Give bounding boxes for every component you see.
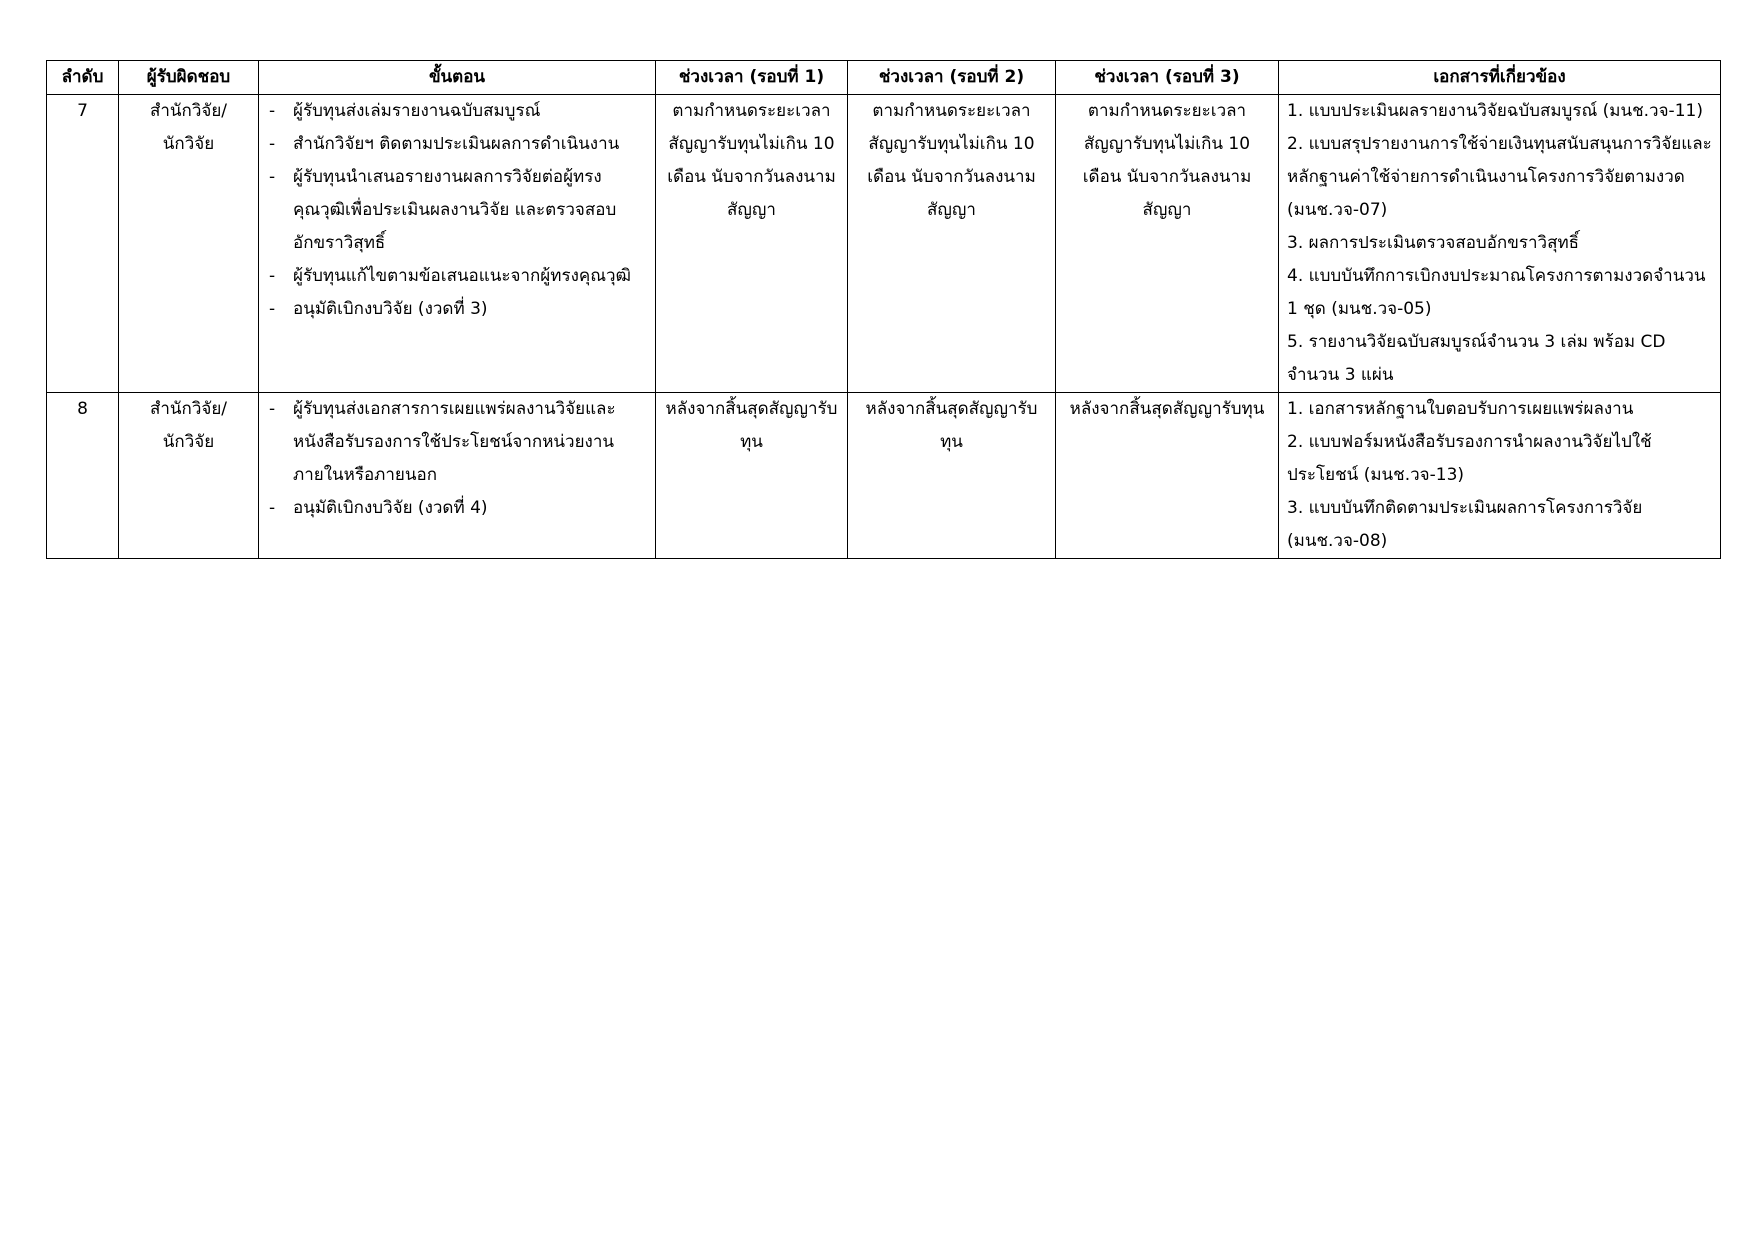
document-list (1287, 95, 1712, 392)
step-list (267, 393, 647, 525)
step-item: - อนุมัติเบิกงบวิจัย (งวดที่ 3) (267, 293, 647, 326)
row-period-3: หลังจากสิ้นสุดสัญญารับทุน (1056, 393, 1279, 559)
document-item: 2. แบบฟอร์มหนังสือรับรองการนำผลงานวิจัยไปใช้ประโยชน์ (มนช.วจ-13) (1287, 432, 1652, 485)
table-row (47, 95, 1721, 393)
row-period-1: ตามกำหนดระยะเวลาสัญญารับทุนไม่เกิน 10 เดือน นับจากวันลงนามสัญญา (656, 95, 848, 393)
header-responsible: ผู้รับผิดชอบ (119, 61, 259, 95)
document-item: 3. ผลการประเมินตรวจสอบอักขราวิสุทธิ์ (1287, 233, 1580, 253)
document-item: 4. แบบบันทึกการเบิกงบประมาณโครงการตามงวดจำนวน 1 ชุด (มนช.วจ-05) (1287, 266, 1706, 319)
document-item: 1. แบบประเมินผลรายงานวิจัยฉบับสมบูรณ์ (มนช.วจ-11) (1287, 101, 1703, 121)
step-item: - ผู้รับทุนส่งเอกสารการเผยแพร่ผลงานวิจัยและหนังสือรับรองการใช้ประโยชน์จากหน่วยงานภายในหรือภายนอก (267, 393, 647, 492)
row-steps (259, 95, 656, 393)
row-responsible (119, 393, 259, 559)
document-item: 3. แบบบันทึกติดตามประเมินผลการโครงการวิจัย (มนช.วจ-08) (1287, 498, 1643, 551)
row-period-2: ตามกำหนดระยะเวลาสัญญารับทุนไม่เกิน 10 เดือน นับจากวันลงนามสัญญา (848, 95, 1056, 393)
step-list (267, 95, 647, 326)
row-order: 7 (47, 95, 119, 393)
row-steps (259, 393, 656, 559)
document-item: 1. เอกสารหลักฐานใบตอบรับการเผยแพร่ผลงาน (1287, 399, 1634, 419)
header-documents: เอกสารที่เกี่ยวข้อง (1279, 61, 1721, 95)
step-item: - อนุมัติเบิกงบวิจัย (งวดที่ 4) (267, 492, 647, 525)
step-item: - ผู้รับทุนส่งเล่มรายงานฉบับสมบูรณ์ (267, 95, 647, 128)
row-order: 8 (47, 393, 119, 559)
header-steps: ขั้นตอน (259, 61, 656, 95)
document-item: 2. แบบสรุปรายงานการใช้จ่ายเงินทุนสนับสนุนการวิจัยและหลักฐานค่าใช้จ่ายการดำเนินงานโครงการวิจัยตามงวด (มนช.วจ-07) (1287, 134, 1712, 220)
step-item: - ผู้รับทุนนำเสนอรายงานผลการวิจัยต่อผู้ทรงคุณวุฒิเพื่อประเมินผลงานวิจัย และตรวจสอบอักขราวิสุทธิ์ (267, 161, 647, 260)
row-period-3: ตามกำหนดระยะเวลาสัญญารับทุนไม่เกิน 10 เดือน นับจากวันลงนามสัญญา (1056, 95, 1279, 393)
row-documents (1279, 95, 1721, 393)
responsible-text: สำนักวิจัย/ นักวิจัย (149, 101, 228, 154)
responsible-text: สำนักวิจัย/ นักวิจัย (149, 399, 228, 452)
step-item: - สำนักวิจัยฯ ติดตามประเมินผลการดำเนินงาน (267, 128, 647, 161)
row-period-2: หลังจากสิ้นสุดสัญญารับทุน (848, 393, 1056, 559)
header-period-3: ช่วงเวลา (รอบที่ 3) (1056, 61, 1279, 95)
header-order: ลำดับ (47, 61, 119, 95)
procedure-table (46, 60, 1721, 559)
step-item: - ผู้รับทุนแก้ไขตามข้อเสนอแนะจากผู้ทรงคุณวุฒิ (267, 260, 647, 293)
table-row (47, 393, 1721, 559)
row-period-1: หลังจากสิ้นสุดสัญญารับทุน (656, 393, 848, 559)
document-item: 5. รายงานวิจัยฉบับสมบูรณ์จำนวน 3 เล่ม พร้อม CD จำนวน 3 แผ่น (1287, 332, 1666, 385)
row-responsible (119, 95, 259, 393)
document-list (1287, 393, 1712, 558)
header-period-2: ช่วงเวลา (รอบที่ 2) (848, 61, 1056, 95)
header-row (47, 61, 1721, 95)
header-period-1: ช่วงเวลา (รอบที่ 1) (656, 61, 848, 95)
row-documents (1279, 393, 1721, 559)
